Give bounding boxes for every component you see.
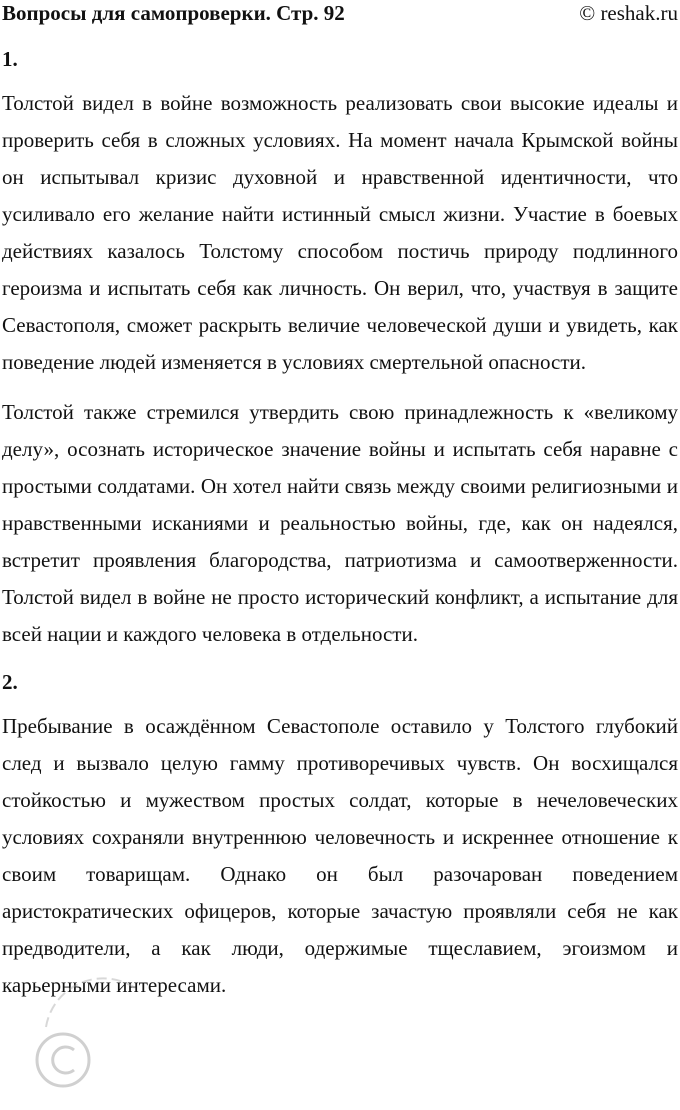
section-1 xyxy=(0,44,680,653)
paragraph: Толстой также стремился утвердить свою принадлежность к «великому делу», осознать историческое значение войны и испытать себя наравне с простыми солдатами. Он хотел найти связь между своими религиозными и нравственными исканиями и реальностью войны, где, как он надеялся, встретит проявления благородства, патриотизма и самоотверженности. Толстой видел в войне не просто исторический конфликт, а испытание для всей нации и каждого человека в отдельности. xyxy=(2,400,678,646)
section-number: 2. xyxy=(2,670,18,694)
site-credit: © reshak.ru xyxy=(579,1,678,25)
section-2 xyxy=(0,667,680,1004)
paragraph: Толстой видел в войне возможность реализовать свои высокие идеалы и проверить себя в сложных условиях. На момент начала Крымской войны он испытывал кризис духовной и нравственной идентичности, что усиливало его желание найти истинный смысл жизни. Участие в боевых действиях казалось Толстому способом постичь природу подлинного героизма и испытать себя как личность. Он верил, что, участвуя в защите Севастополя, сможет раскрыть величие человеческой души и увидеть, как поведение людей изменяется в условиях смертельной опасности. xyxy=(2,91,678,374)
paragraph: Пребывание в осаждённом Севастополе оставило у Толстого глубокий след и вызвало целую гамму противоречивых чувств. Он восхищался стойкостью и мужеством простых солдат, которые в нечеловеческих условиях сохраняли внутреннюю человечность и искреннее отношение к своим товарищам. Однако он был разочарован поведением аристократических офицеров, которые зачастую проявляли себя не как предводители, а как люди, одержимые тщеславием, эгоизмом и карьерными интересами. xyxy=(2,714,678,997)
page-header xyxy=(0,0,680,30)
page-title: Вопросы для самопроверки. Стр. 92 xyxy=(2,1,345,25)
section-number: 1. xyxy=(2,47,18,71)
